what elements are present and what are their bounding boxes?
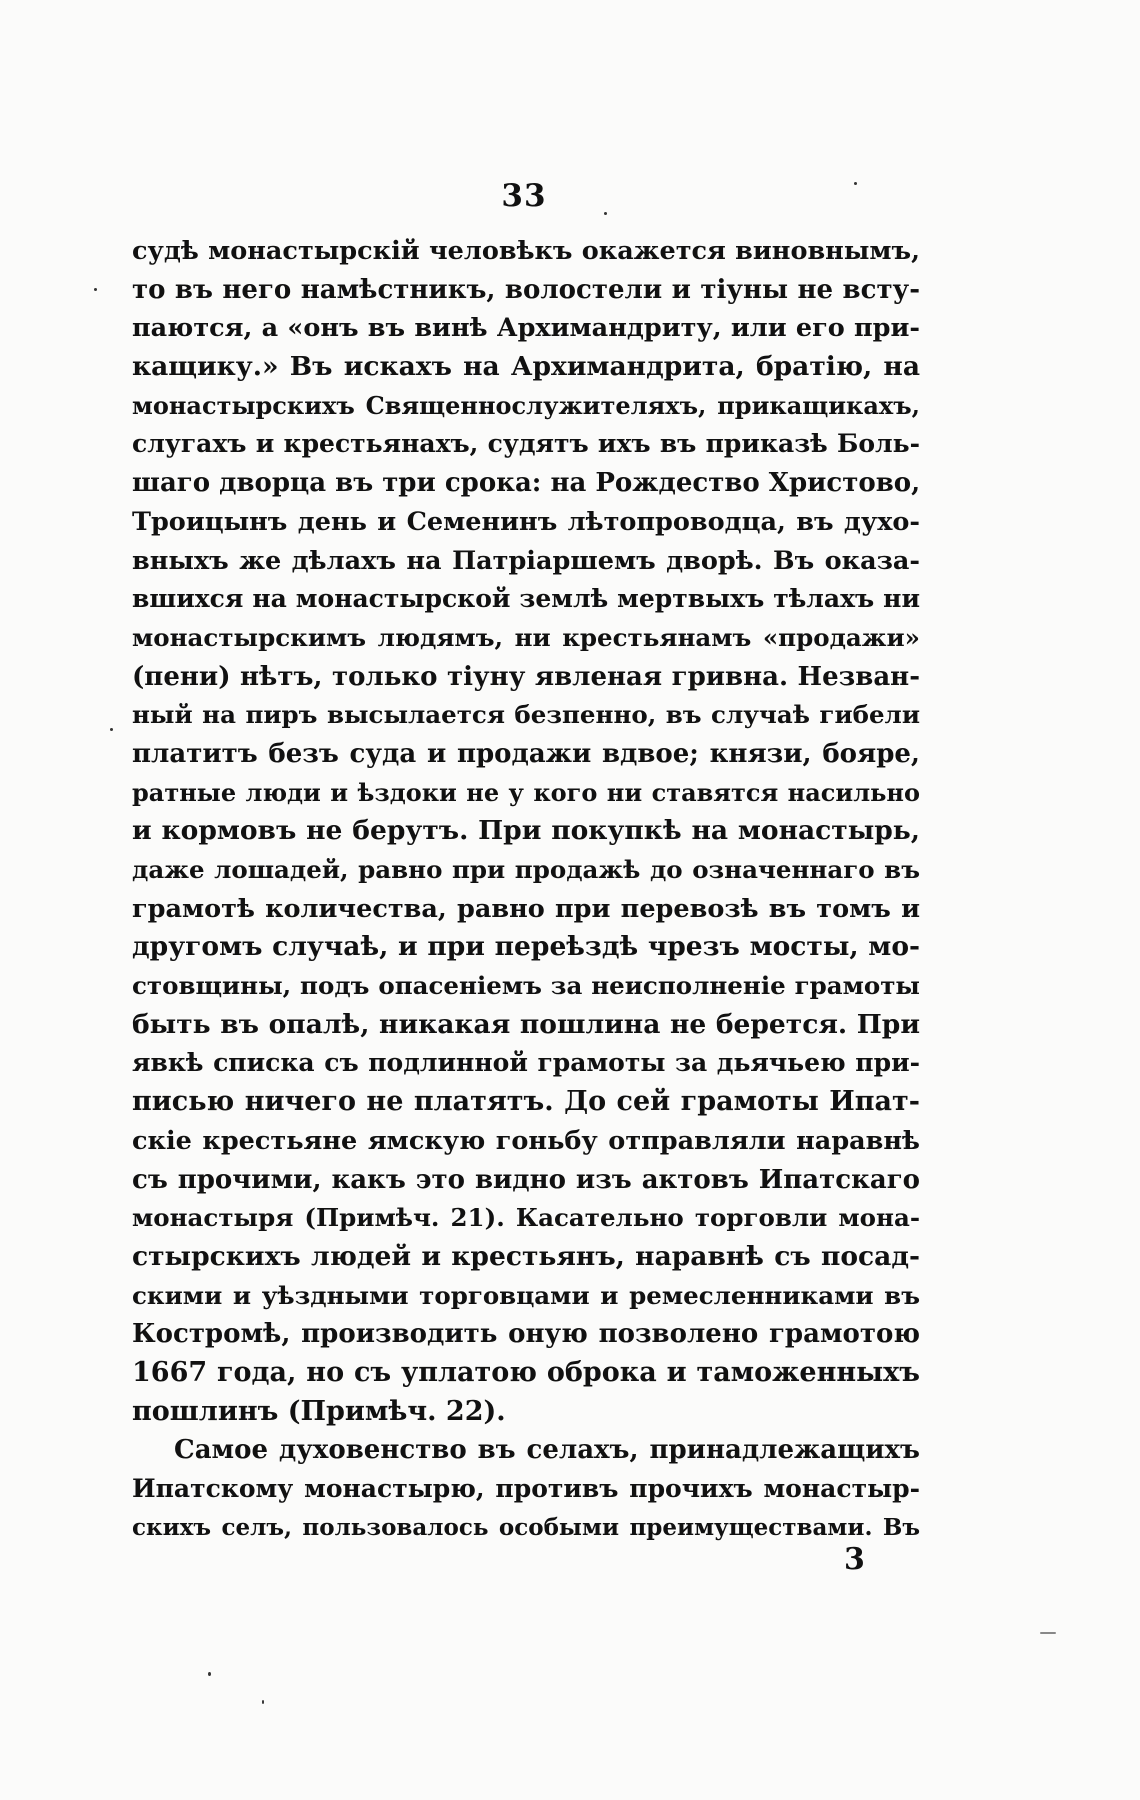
- text-line: пошлинъ (Примѣч. 22).: [132, 1395, 506, 1427]
- text-line: явкѣ списка съ подлинной грамоты за дьячьею при-: [132, 1048, 920, 1078]
- text-line: скими и уѣздными торговцами и ремесленниками въ: [132, 1280, 920, 1310]
- text-line: кащику.» Въ искахъ на Архимандрита, братію, на: [132, 351, 920, 383]
- text-line: ный на пиръ высылается безпенно, въ случаѣ гибели: [132, 700, 920, 730]
- text-line: судѣ монастырскій человѣкъ окажется виновнымъ,: [132, 236, 920, 266]
- text-line: и кормовъ не берутъ. При покупкѣ на монастырь,: [132, 815, 920, 847]
- body-text: [132, 232, 920, 1547]
- scan-speck: [94, 288, 97, 291]
- text-line: Троицынъ день и Семенинъ лѣтопроводца, въ духо-: [132, 506, 920, 537]
- scan-speck: [110, 728, 113, 731]
- scan-speck: [262, 1700, 264, 1704]
- text-line: Самое духовенство въ селахъ, принадлежащихъ: [174, 1435, 920, 1466]
- text-line: то въ него намѣстникъ, волостели и тіуны не всту-: [132, 274, 920, 305]
- text-line: 1667 года, но съ уплатою оброка и таможенныхъ: [132, 1356, 920, 1388]
- scan-speck: [208, 1672, 211, 1676]
- text-line: другомъ случаѣ, и при переѣздѣ чрезъ мосты, мо-: [132, 931, 920, 963]
- text-line: шаго дворца въ три срока: на Рождество Христово,: [132, 468, 921, 499]
- text-line: стырскихъ людей и крестьянъ, наравнѣ съ посад-: [132, 1240, 920, 1272]
- signature-mark: 3: [844, 1542, 865, 1577]
- text-line: вшихся на монастырской землѣ мертвыхъ тѣлахъ ни: [132, 584, 920, 614]
- text-line: слугахъ и крестьянахъ, судятъ ихъ въ приказѣ Боль-: [132, 429, 920, 459]
- scan-speck: [854, 182, 857, 185]
- text-line: быть въ опалѣ, никакая пошлина не берется. При: [132, 1008, 920, 1040]
- text-line: скихъ селъ, пользовалось особыми преимуществами. Въ: [132, 1513, 920, 1541]
- text-line: ратные люди и ѣздоки не у кого ни ставятся насильно: [132, 777, 920, 807]
- text-line: Ипатскому монастырю, противъ прочихъ монастыр-: [132, 1474, 920, 1503]
- text-line: монастырскимъ людямъ, ни крестьянамъ «продажи»: [132, 622, 920, 652]
- text-line: паются, а «онъ въ винѣ Архимандриту, или его при-: [132, 313, 920, 344]
- text-line: платитъ безъ суда и продажи вдвое; князи, бояре,: [132, 738, 920, 769]
- text-line: Костромѣ, производить оную позволено грамотою: [132, 1319, 920, 1350]
- text-line: (пени) нѣтъ, только тіуну явленая гривна. Незван-: [132, 661, 920, 692]
- text-line: скіе крестьяне ямскую гоньбу отправляли наравнѣ: [132, 1125, 920, 1156]
- text-line: писью ничего не платятъ. До сей грамоты Ипат-: [132, 1086, 920, 1118]
- text-line: монастыря (Примѣч. 21). Касательно торговли мона-: [132, 1203, 920, 1233]
- text-line: вныхъ же дѣлахъ на Патріаршемъ дворѣ. Въ оказа-: [132, 545, 920, 576]
- text-line: грамотѣ количества, равно при перевозѣ въ томъ и: [132, 893, 920, 924]
- text-line: монастырскихъ Священнослужителяхъ, прикащикахъ,: [132, 390, 920, 420]
- scan-speck: [1040, 1632, 1056, 1634]
- text-line: даже лошадей, равно при продажѣ до означеннаго въ: [132, 855, 920, 884]
- text-line: съ прочими, какъ это видно изъ актовъ Ипатскаго: [132, 1164, 920, 1195]
- text-line: стовщины, подъ опасеніемъ за неисполненіе грамоты: [132, 971, 920, 1001]
- scan-speck: [604, 212, 607, 215]
- page-number: 33: [501, 178, 547, 214]
